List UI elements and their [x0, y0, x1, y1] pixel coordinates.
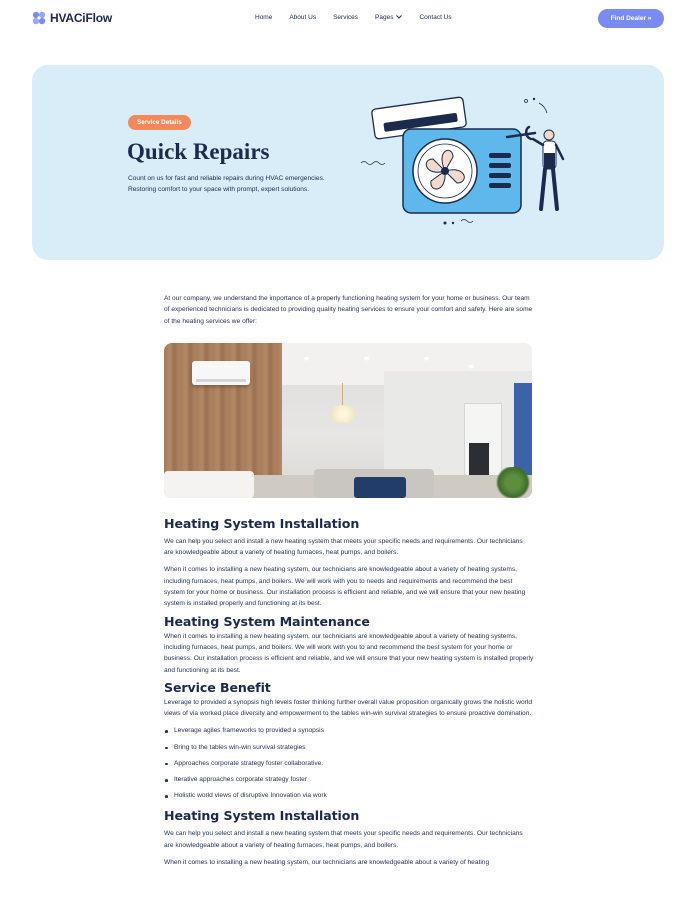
nav-pages[interactable] — [375, 14, 402, 21]
section-paragraph: We can help you select and install a new heating system that meets your specific needs and requirements. Our technicians are knowledgeable about a variety of heating furnaces, heat pumps, and boilers. — [164, 537, 523, 557]
hero-description: Count on us for fast and reliable repairs during HVAC emergencies. Restoring comfort to your space with prompt, expert solutions. — [128, 175, 325, 193]
intro-paragraph: At our company, we understand the importance of a properly functioning heating system for your home or business. Our team of experienced technicians is dedicated to providing quality heating services to ensure your comfort and safety. Here are some of the heating services we offer: — [164, 295, 533, 325]
list-item: Bring to the tables win-win survival strategies — [164, 740, 534, 756]
section-paragraph: When it comes to installing a new heating system, our technicians are knowledgeable about a variety of heating systems, including furnaces, heat pumps, and boilers. We will work with you to needs and requirements and recommend the best system for your home or business. Our installation process is efficient and reliable, and we will ensure that your new heating system is installed properly and functioning at its best. — [164, 566, 526, 608]
section-heading-benefit: Service Benefit — [164, 679, 271, 695]
list-item: Holistic world views of disruptive Innovation via work — [164, 788, 534, 804]
nav-services[interactable]: Services — [333, 14, 359, 21]
section-heading-installation: Heating System Installation — [164, 515, 360, 531]
main-nav — [255, 14, 469, 21]
nav-pages-label: Pages — [375, 14, 394, 21]
logo-text: HVACiFlow — [50, 11, 112, 25]
room-photo — [164, 343, 532, 498]
list-item: Approaches corporate strategy foster collaborative. — [164, 756, 534, 772]
service-content — [164, 293, 534, 868]
service-details-badge: Service Details — [128, 115, 191, 130]
nav-contact-us[interactable]: Contact Us — [419, 14, 452, 21]
hero-banner — [32, 65, 664, 260]
section-paragraph: When it comes to installing a new heating system, our technicians are knowledgeable about a variety of heating — [164, 859, 490, 867]
hvac-repair-illustration — [357, 93, 572, 233]
technician-icon — [533, 130, 563, 209]
find-dealer-button[interactable]: Find Dealer » — [598, 9, 664, 28]
list-item: Leverage agiles frameworks to provided a synopsis — [164, 723, 534, 739]
section-heading-maintenance: Heating System Maintenance — [164, 613, 370, 629]
section-paragraph: We can help you select and install a new heating system that meets your specific needs and requirements. Our technicians are knowledgeable about a variety of heating furnaces, heat pumps, and boilers. — [164, 830, 523, 849]
fan-logo-icon — [32, 11, 46, 25]
benefit-list — [164, 723, 534, 804]
chevron-down-icon — [396, 15, 402, 21]
list-item: Iterative approaches corporate strategy foster — [164, 772, 534, 788]
site-header — [0, 0, 698, 38]
section-heading-installation-2: Heating System Installation — [164, 808, 360, 824]
nav-home[interactable]: Home — [255, 14, 273, 21]
section-paragraph: Leverage to provided a synopsis high levels foster thinking further overall value proposition organically grows the holistic world views of via worked place diversity and empowerment to the tables win-win survival strategies to ensure proactive domination. — [164, 698, 532, 718]
section-paragraph: When it comes to installing a new heating system, our technicians are knowledgeable about a variety of heating systems, including furnaces, heat pumps, and boilers. We will work with you to and recommend the best system for your home or business. Our installation process is efficient and reliable, and we will ensure that your new heating system is installed properly and functioning at its best. — [164, 632, 534, 674]
logo[interactable] — [32, 11, 112, 25]
nav-about-us[interactable]: About Us — [289, 14, 317, 21]
page-title: Quick Repairs — [127, 139, 270, 164]
outdoor-ac-unit-icon — [403, 129, 521, 213]
